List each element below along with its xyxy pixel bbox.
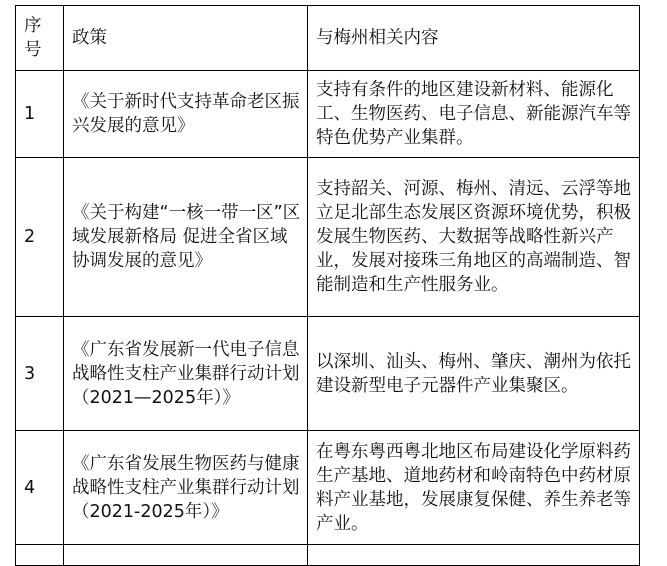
table-header-row — [16, 6, 640, 71]
row-num: 3 — [16, 317, 64, 431]
row-num-empty — [16, 545, 64, 566]
row-content: 支持韶关、河源、梅州、清远、云浮等地立足北部生态发展区资源环境优势，积极发展生物医药、大数据等战略性新兴产业，发展对接珠三角地区的高端制造、智能制造和生产性服务业。 — [308, 158, 640, 317]
row-num: 1 — [16, 71, 64, 158]
row-policy: 《广东省发展生物医药与健康战略性支柱产业集群行动计划（2021-2025年）》 — [64, 431, 308, 545]
row-policy: 《关于新时代支持革命老区振兴发展的意见》 — [64, 71, 308, 158]
header-content: 与梅州相关内容 — [308, 6, 640, 71]
table-row — [16, 158, 640, 317]
row-num: 2 — [16, 158, 64, 317]
table-row-partial — [16, 545, 640, 566]
row-content: 以深圳、汕头、梅州、肇庆、潮州为依托建设新型电子元器件产业集聚区。 — [308, 317, 640, 431]
row-policy: 《关于构建“一核一带一区”区域发展新格局 促进全省区域协调发展的意见》 — [64, 158, 308, 317]
table-row — [16, 71, 640, 158]
row-content-empty — [308, 545, 640, 566]
table-row — [16, 431, 640, 545]
row-num: 4 — [16, 431, 64, 545]
row-policy: 《广东省发展新一代电子信息战略性支柱产业集群行动计划（2021—2025年）》 — [64, 317, 308, 431]
header-num: 序号 — [16, 6, 64, 71]
row-policy-empty — [64, 545, 308, 566]
row-content: 支持有条件的地区建设新材料、能源化工、生物医药、电子信息、新能源汽车等特色优势产业集群。 — [308, 71, 640, 158]
table-row — [16, 317, 640, 431]
row-content: 在粤东粤西粤北地区布局建设化学原料药生产基地、道地药材和岭南特色中药材原料产业基地，发展康复保健、养生养老等产业。 — [308, 431, 640, 545]
header-policy: 政策 — [64, 6, 308, 71]
policy-table — [15, 5, 640, 566]
